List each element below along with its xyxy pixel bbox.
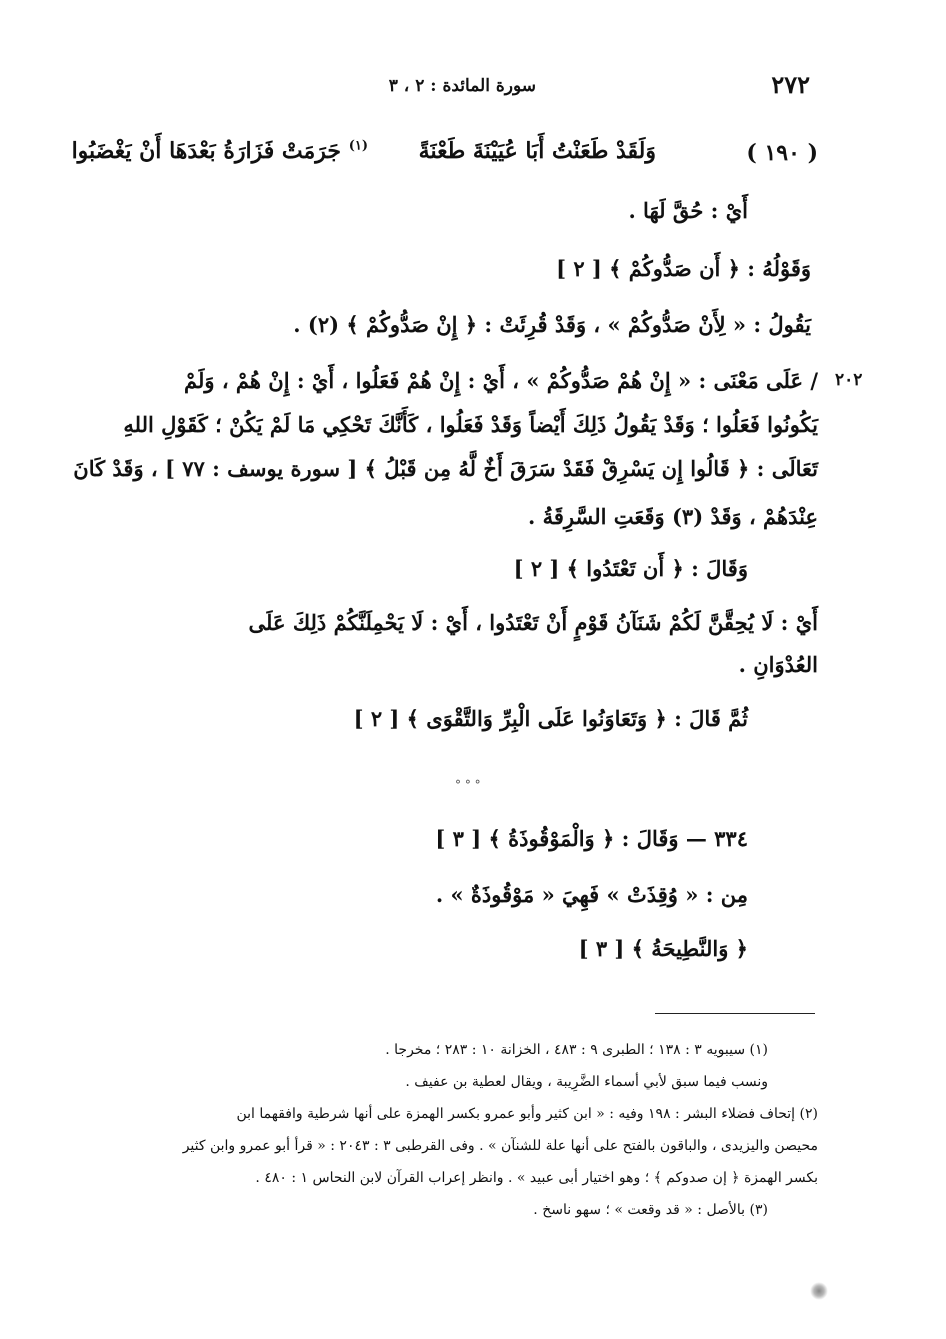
body-line: / عَلَى مَعْنَى : « إِنْ هُمْ صَدُّوكُمْ » ، أَيْ : إِنْ هُمْ فَعَلُوا ، أَيْ : إِنْ هُمْ ، وَلَمْ (184, 368, 818, 393)
margin-page-marker: ٢٠٢ (835, 370, 863, 390)
body-line: أَيْ : حُقَّ لَهَا . (628, 198, 748, 223)
entry-line: ﴿ وَالنَّطِيحَةُ ﴾ [ ٣ ] (578, 936, 748, 961)
entry-line: مِن : « وُقِذَتْ » فَهِيَ « مَوْقُوذَةٌ » . (435, 882, 748, 907)
footnote-line: محيصن واليزيدى ، والباقون بالفتح على أنها علة للشنآن » . وفى القرطبى ٣ : ٢٠٤٣ : « قرأ أبو عمرو وابن كثير (182, 1138, 818, 1154)
footnote-line: (١) سيبويه ٣ : ١٣٨ ؛ الطبرى ٩ : ٤٨٣ ، الخزانة ١٠ : ٢٨٣ ؛ مخرجا . (385, 1042, 768, 1058)
body-line: ثُمَّ قَالَ : ﴿ وَتَعَاوَنُوا عَلَى الْبِرِّ وَالتَّقْوَى ﴾ [ ٢ ] (353, 706, 748, 731)
body-line: عِنْدَهُمْ ، وَقَدْ (٣) وَقَعَتِ السَّرِقَةُ . (527, 504, 818, 529)
entry-line: ٣٣٤ — وَقَالَ : ﴿ وَالْمَوْقُوذَةُ ﴾ [ ٣ ] (435, 826, 748, 851)
body-line: وَقَالَ : ﴿ أَن تَعْتَدُوا ﴾ [ ٢ ] (513, 556, 748, 581)
running-head: سورة المائدة : ٢ ، ٣ (388, 76, 536, 96)
verse-first-hemistich: وَلَقَدْ طَعَنْتُ أَبَا عُيَيْنَةَ طَعْنَةً (418, 138, 656, 164)
body-line: يَقُولُ : « لِأَنْ صَدُّوكُمْ » ، وَقَدْ قُرِئَتْ : ﴿ إِنْ صَدُّوكُمْ ﴾ (٢) . (293, 312, 811, 337)
body-line: العُدْوَانِ . (738, 652, 818, 677)
verse-number: ( ١٩٠ ) (746, 140, 818, 166)
footnote-line: (٣) بالأصل : « قد وقعت » ؛ سهو ناسخ . (533, 1202, 768, 1218)
body-line: تَعَالَى : ﴿ قَالُوا إِن يَسْرِقْ فَقَدْ سَرَقَ أَخٌ لَّهُ مِن قَبْلُ ﴾ [ سورة يوسف : ٧٧ ] ، وَقَدْ كَانَ (73, 456, 818, 481)
body-line: يَكُونُوا فَعَلُوا ؛ وَقَدْ يَقُولُ ذَلِكَ أَيْضاً وَقَدْ فَعَلُوا ، كَأَنَّكَ تَحْكِي مَا لَمْ يَكُنْ ؛ كَقَوْلِ اللهِ (123, 412, 818, 437)
verse-second-hemistich-text: جَرَمَتْ فَزَارَةُ بَعْدَهَا أَنْ يَغْضَبُوا (71, 138, 342, 164)
scan-blot (810, 1282, 828, 1300)
verse-footnote-ref: (١) (348, 138, 368, 154)
footnote-line: بكسر الهمزة ﴿ إن صدوكم ﴾ ؛ وهو اختيار أبى عبيد » . وانظر إعراب القرآن لابن النحاس ١ : ٤٨٠ . (255, 1170, 818, 1186)
footnote-divider (655, 1013, 815, 1014)
footnote-line: (٢) إتحاف فضلاء البشر : ١٩٨ وفيه : « ابن كثير وأبو عمرو بكسر الهمزة على أنها شرطية وافقهما ابن (236, 1106, 818, 1122)
body-line: أَيْ : لَا يُحِقَّنَّ لَكُمْ شَنَآنُ قَوْمٍ أَنْ تَعْتَدُوا ، أَيْ : لَا يَحْمِلَنَّكُمْ ذَلِكَ عَلَى (248, 610, 818, 635)
page-number: ٢٧٢ (771, 70, 810, 99)
footnote-line: ونسب فيما سبق لأبي أسماء الضَّرِيبة ، ويقال لعطية بن عفيف . (405, 1074, 768, 1090)
verse-second-hemistich (72, 138, 368, 164)
body-line: وَقَوْلُهُ : ﴿ أَن صَدُّوكُمْ ﴾ [ ٢ ] (556, 256, 811, 281)
section-separator: ° ° ° (455, 778, 481, 792)
